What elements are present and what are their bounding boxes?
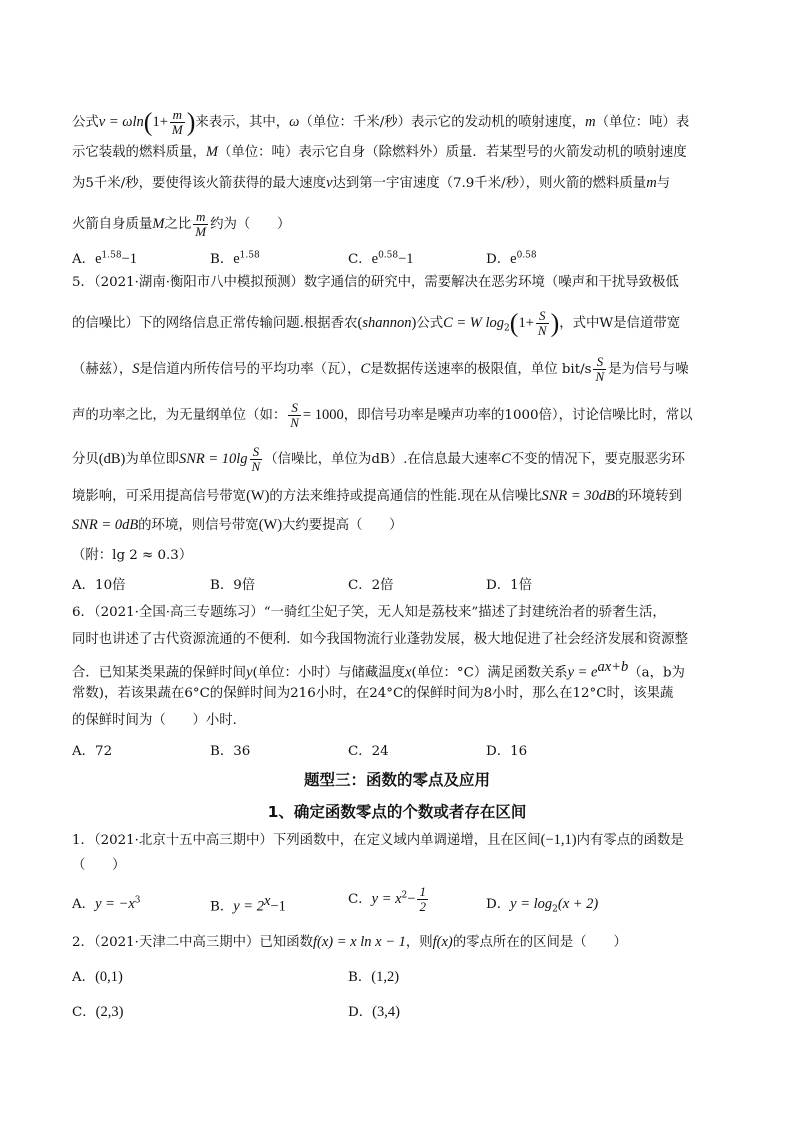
formula: 1+: [518, 315, 534, 331]
q5-line-2: 的信噪比）下的网络信息正常传输问题.根据香农(shannon)公式C = W $\log_2(1+$ $\frac{S}{N}$ )，式中W是信道带宽: [72, 308, 681, 338]
symbol: C: [501, 451, 511, 467]
symbol: (W): [258, 517, 283, 533]
exponent: x: [263, 893, 271, 909]
exponent: 1.58: [239, 250, 260, 261]
option-label: D．: [348, 1005, 373, 1020]
symbol: S: [132, 361, 140, 377]
option-label: A．: [72, 970, 96, 985]
fraction-S-N: [250, 445, 263, 474]
fraction-S-N: [536, 309, 549, 338]
text: （单位：吨）表: [595, 115, 690, 130]
formula: C = W log: [443, 315, 505, 331]
q6-line-4: [72, 684, 673, 704]
option-value: (2,3): [95, 1004, 124, 1020]
section-title: 题型三：函数的零点及应用: [303, 771, 490, 789]
denominator: 2: [419, 899, 426, 914]
text: 6．（2021·全国·高三专题练习）“一骑红尘妃子笑，无人知是荔枝来”描述了封建统治者的骄奢生活，: [72, 605, 666, 620]
option-value: e: [510, 251, 517, 267]
p2-option-b[interactable]: [348, 966, 399, 986]
symbol: x: [405, 664, 412, 681]
text: （ ）: [72, 858, 126, 873]
numerator: m: [170, 108, 185, 123]
text: 不变的情况下，要克服恶劣环: [510, 452, 685, 467]
symbol: y: [246, 664, 253, 681]
option-value: e: [371, 251, 379, 267]
text: 火箭自身质量: [72, 217, 153, 232]
interval: (−1,1): [540, 832, 577, 848]
q5-line-6: [72, 486, 682, 507]
text: 是数据传送速率的极限值，单位 bit/s: [370, 362, 592, 377]
option-value: (3,4): [372, 1004, 400, 1020]
fraction-S-N: [593, 355, 606, 384]
exponent: 2: [401, 890, 408, 901]
p1-line-1: [72, 830, 684, 851]
text: 公式: [416, 316, 444, 331]
numerator: S: [250, 445, 263, 460]
formula: SNR = 30dB: [541, 488, 615, 504]
text: 境影响，可采用提高信号带宽: [72, 489, 247, 504]
option-label: D．: [486, 252, 511, 267]
p1-option-a[interactable]: [72, 893, 141, 913]
option-value: y = −x: [95, 896, 135, 912]
text: （附：lg 2 ≈ 0.3）: [72, 548, 193, 563]
option-label: C．: [348, 892, 372, 907]
text: 的环境转到: [614, 489, 682, 504]
text: 公式: [72, 115, 99, 130]
subscript: 2: [552, 904, 558, 915]
numerator: m: [193, 210, 208, 225]
denominator: N: [537, 323, 547, 338]
option-value: y = log: [510, 896, 553, 912]
text: （单位：吨）表示它自身（除燃料外）质量．若某型号的火箭发动机的喷射速度: [218, 145, 687, 160]
q4-option-a[interactable]: [72, 248, 137, 268]
q6-line-2: [72, 630, 688, 650]
option-tail: −1: [398, 251, 414, 267]
p1-option-c[interactable]: [348, 885, 430, 914]
text: (单位：小时）与储藏温度: [252, 665, 406, 681]
p2-option-c[interactable]: [72, 1001, 123, 1021]
text: 达到第一宇宙速度（7.9千米/秒），则火箭的燃料质量: [332, 176, 647, 191]
text: 为单位即: [125, 452, 179, 467]
p2-option-a[interactable]: [72, 966, 123, 986]
denominator: M: [195, 224, 207, 239]
numerator: 1: [419, 884, 426, 899]
text: （赫兹），: [72, 362, 133, 377]
text: 是信道内所传信号的平均功率（瓦），: [139, 362, 361, 377]
q5-option-b[interactable]: B．9倍: [210, 578, 256, 593]
q6-option-d[interactable]: D．16: [486, 744, 528, 759]
text: 的环境，则信号带宽: [138, 518, 259, 533]
text: ，即信号功率是噪声功率的1000倍），讨论信噪比时，常以: [343, 408, 693, 423]
text: 的方法来维持或提高通信的性能.现在从信噪比: [269, 489, 542, 504]
symbol: m: [585, 114, 596, 130]
q4-line-3: 为5千米/秒，要使得该火箭获得的最大速度v达到第一宇宙速度（7.9千米/秒），则火箭的燃料质量m与: [72, 175, 671, 191]
paren-right: ): [550, 308, 560, 338]
q4-line-2: [72, 142, 687, 163]
text: 约为（ ）: [210, 217, 291, 232]
option-label: B．: [210, 252, 234, 267]
formula: y = e: [567, 664, 598, 681]
formula: SNR = 0dB: [72, 517, 139, 533]
text: 2．（2021·天津二中高三期中）已知函数: [72, 935, 314, 950]
option-label: B．: [210, 899, 234, 915]
fraction-m-M: [193, 210, 208, 239]
text: ，式中W是信道带宽: [559, 316, 681, 331]
text: ，则: [405, 935, 433, 950]
denominator: N: [595, 369, 605, 384]
option-label: D．: [486, 897, 511, 912]
exponent: 1.58: [101, 250, 122, 261]
denominator: M: [171, 122, 183, 137]
numerator: S: [288, 401, 301, 416]
text: 为5千米/秒，要使得该火箭获得的最大速度: [72, 176, 327, 191]
option-tail: −: [407, 891, 416, 907]
formula: f(x) = x ln x − 1: [313, 934, 406, 950]
q5-option-c[interactable]: C．2倍: [348, 578, 394, 593]
symbol: M: [205, 144, 218, 160]
denominator: N: [290, 415, 299, 430]
formula: 1+: [152, 114, 168, 130]
text: （a，b为: [628, 665, 685, 681]
symbol: shannon: [362, 315, 412, 331]
text: （单位：千米/秒）表示它的发动机的喷射速度，: [299, 115, 586, 130]
text: 之比: [164, 217, 192, 232]
symbol: v: [326, 175, 333, 191]
unit: (dB): [98, 451, 126, 467]
q5-line-3: [72, 355, 689, 384]
q5-line-5: [72, 445, 685, 474]
text: 常数)，若该果蔬在6°C的保鲜时间为216小时，在24°C的保鲜时间为8小时，那么在12°C时，该果蔬: [72, 686, 674, 701]
option-value: y = x: [371, 891, 402, 907]
fraction-S-N: [288, 401, 301, 430]
text: 的信噪比）下的网络信息正常传输问题.根据香农: [72, 316, 358, 331]
fraction-m-M: [170, 108, 185, 137]
text: 5．（2021·湖南·衡阳市八中模拟预测）数字通信的研究中，需要解决在恶劣环境（噪声和干扰导致极低: [72, 275, 679, 290]
text: 的零点所在的区间是（ ）: [452, 935, 627, 950]
option-label: A．: [72, 252, 96, 267]
q5-option-d[interactable]: D．1倍: [486, 578, 533, 593]
q6-option-c[interactable]: C．24: [348, 744, 389, 759]
option-value: (0,1): [95, 969, 123, 985]
q5-line-1: [72, 273, 679, 293]
q4-line-4: [72, 210, 290, 239]
symbol: (W): [246, 488, 270, 504]
numerator: S: [536, 309, 549, 324]
symbol: m: [646, 175, 657, 191]
q5-option-a[interactable]: A．10倍: [72, 578, 126, 593]
q6-option-a[interactable]: A．72: [72, 744, 113, 759]
q4-option-d[interactable]: [486, 248, 537, 268]
text: （信噪比，单位为dB）.在信息最大速率: [264, 452, 502, 467]
q6-line-1: [72, 603, 666, 623]
symbol: M: [152, 216, 165, 232]
option-label: C．: [348, 252, 372, 267]
p1-option-d[interactable]: [486, 893, 598, 915]
formula: f(x): [432, 934, 453, 950]
symbol: C: [360, 361, 371, 377]
paren-left: (: [509, 308, 519, 338]
q6-option-b[interactable]: B．36: [210, 744, 251, 759]
formula: = 1000: [302, 407, 344, 423]
exponent: 0.58: [516, 250, 537, 261]
text: 示它装载的燃料质量，: [72, 145, 206, 160]
q5-line-8: [72, 546, 192, 566]
text: 大约要提高（ ）: [282, 518, 403, 533]
option-label: C．: [72, 1005, 96, 1020]
q4-option-c[interactable]: [348, 248, 414, 268]
text: 来表示，其中，: [195, 115, 290, 130]
formula: SNR = 10lg: [178, 451, 248, 467]
q5-line-4: [72, 401, 693, 430]
q4-line-1: [72, 108, 689, 137]
subscript: 2: [504, 323, 510, 334]
section-subtitle: 1、确定函数零点的个数或者存在区间: [267, 803, 527, 821]
exponent: 0.58: [378, 250, 399, 261]
p2-option-d[interactable]: [348, 1001, 400, 1021]
q4-option-b[interactable]: [210, 248, 260, 268]
option-value: (1,2): [371, 969, 400, 985]
text: 是为信号与噪: [608, 362, 689, 377]
option-value: e: [233, 251, 240, 267]
q6-line-5: [72, 711, 246, 731]
option-label: A．: [72, 897, 96, 912]
option-tail: (x + 2): [557, 896, 599, 912]
paren-left: (: [143, 107, 153, 137]
option-tail: −1: [270, 898, 286, 915]
text: (单位：°C）满足函数关系: [411, 665, 568, 681]
paren-right: ): [186, 107, 196, 137]
formula: v = ωln: [98, 114, 144, 130]
text: 分贝: [72, 452, 99, 467]
option-tail: −1: [121, 251, 137, 267]
symbol: ω: [289, 114, 300, 130]
exponent: ax+b: [597, 659, 629, 675]
q6-line-3: [72, 657, 685, 683]
text: 的保鲜时间为（ ）小时．: [72, 713, 247, 728]
fraction-1-2: [417, 885, 428, 914]
exponent: 3: [134, 895, 141, 906]
numerator: S: [593, 355, 606, 370]
option-label: B．: [348, 970, 372, 985]
text: 同时也讲述了古代资源流通的不便利．如今我国物流行业蓬勃发展，极大地促进了社会经济发展和资源整: [72, 632, 688, 647]
q5-line-7: [72, 515, 403, 536]
option-value: y = 2: [233, 898, 264, 915]
denominator: N: [251, 459, 261, 474]
text: 合．已知某类果蔬的保鲜时间: [72, 665, 247, 681]
p2-line-1: [72, 932, 627, 953]
text: 声的功率之比，为无量纲单位（如：: [72, 408, 287, 423]
p1-option-b[interactable]: [210, 893, 286, 915]
text: 内有零点的函数是: [576, 833, 684, 848]
p1-line-2: [72, 856, 126, 876]
text: 1．（2021·北京十五中高三期中）下列函数中，在定义域内单调递增，且在区间: [72, 833, 541, 848]
option-value: e: [95, 251, 102, 267]
